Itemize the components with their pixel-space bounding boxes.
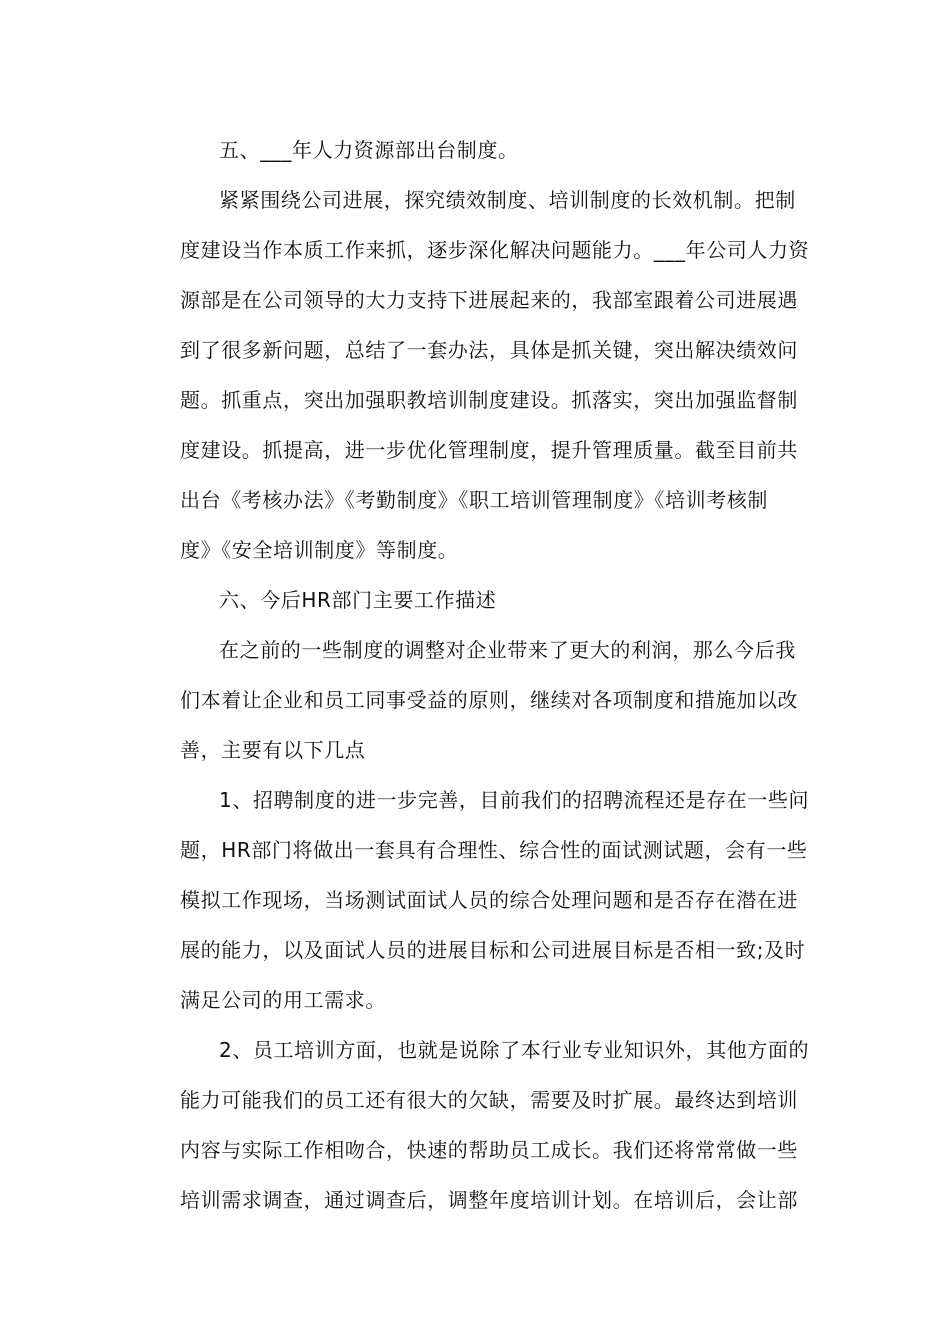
paragraph-line: 满足公司的用工需求。 [180,988,386,1012]
paragraph-line: 展的能力，以及面试人员的进展目标和公司进展目标是否相一致;及时 [180,938,806,962]
paragraph-line: 紧紧围绕公司进展，探究绩效制度、培训制度的长效机制。把制 [219,188,796,212]
paragraph-line: 到了很多新问题，总结了一套办法，具体是抓关键，突出解决绩效问 [180,338,798,362]
paragraph-line: 们本着让企业和员工同事受益的原则，继续对各项制度和措施加以改 [180,688,798,712]
paragraph-line: 能力可能我们的员工还有很大的欠缺，需要及时扩展。最终达到培训 [180,1088,798,1112]
paragraph-line: 模拟工作现场，当场测试面试人员的综合处理问题和是否存在潜在进 [180,888,798,912]
list-item-2: 2、员工培训方面，也就是说除了本行业专业知识外，其他方面的 [219,1038,810,1062]
paragraph-line: 度》《安全培训制度》等制度。 [180,538,459,562]
section-heading-6: 六、今后HR部门主要工作描述 [219,588,497,612]
paragraph-line: 善，主要有以下几点 [180,738,366,762]
paragraph-line: 培训需求调查，通过调查后，调整年度培训计划。在培训后，会让部 [180,1188,798,1212]
paragraph-line: 度建设。抓提高，进一步优化管理制度，提升管理质量。截至目前共 [180,438,798,462]
paragraph-line: 度建设当作本质工作来抓，逐步深化解决问题能力。___年公司人力资 [180,238,810,262]
paragraph-line: 出台《考核办法》《考勤制度》《职工培训管理制度》《培训考核制 [180,488,768,512]
paragraph-line: 题，HR部门将做出一套具有合理性、综合性的面试测试题，会有一些 [180,838,808,862]
paragraph-line: 题。抓重点，突出加强职教培训制度建设。抓落实，突出加强监督制 [180,388,798,412]
section-heading-5: 五、___年人力资源部出台制度。 [219,138,519,162]
list-item-1: 1、招聘制度的进一步完善，目前我们的招聘流程还是存在一些问 [219,788,810,812]
paragraph-line: 源部是在公司领导的大力支持下进展起来的，我部室跟着公司进展遇 [180,288,798,312]
paragraph-line: 内容与实际工作相吻合，快速的帮助员工成长。我们还将常常做一些 [180,1138,798,1162]
paragraph-line: 在之前的一些制度的调整对企业带来了更大的利润，那么今后我 [219,638,796,662]
